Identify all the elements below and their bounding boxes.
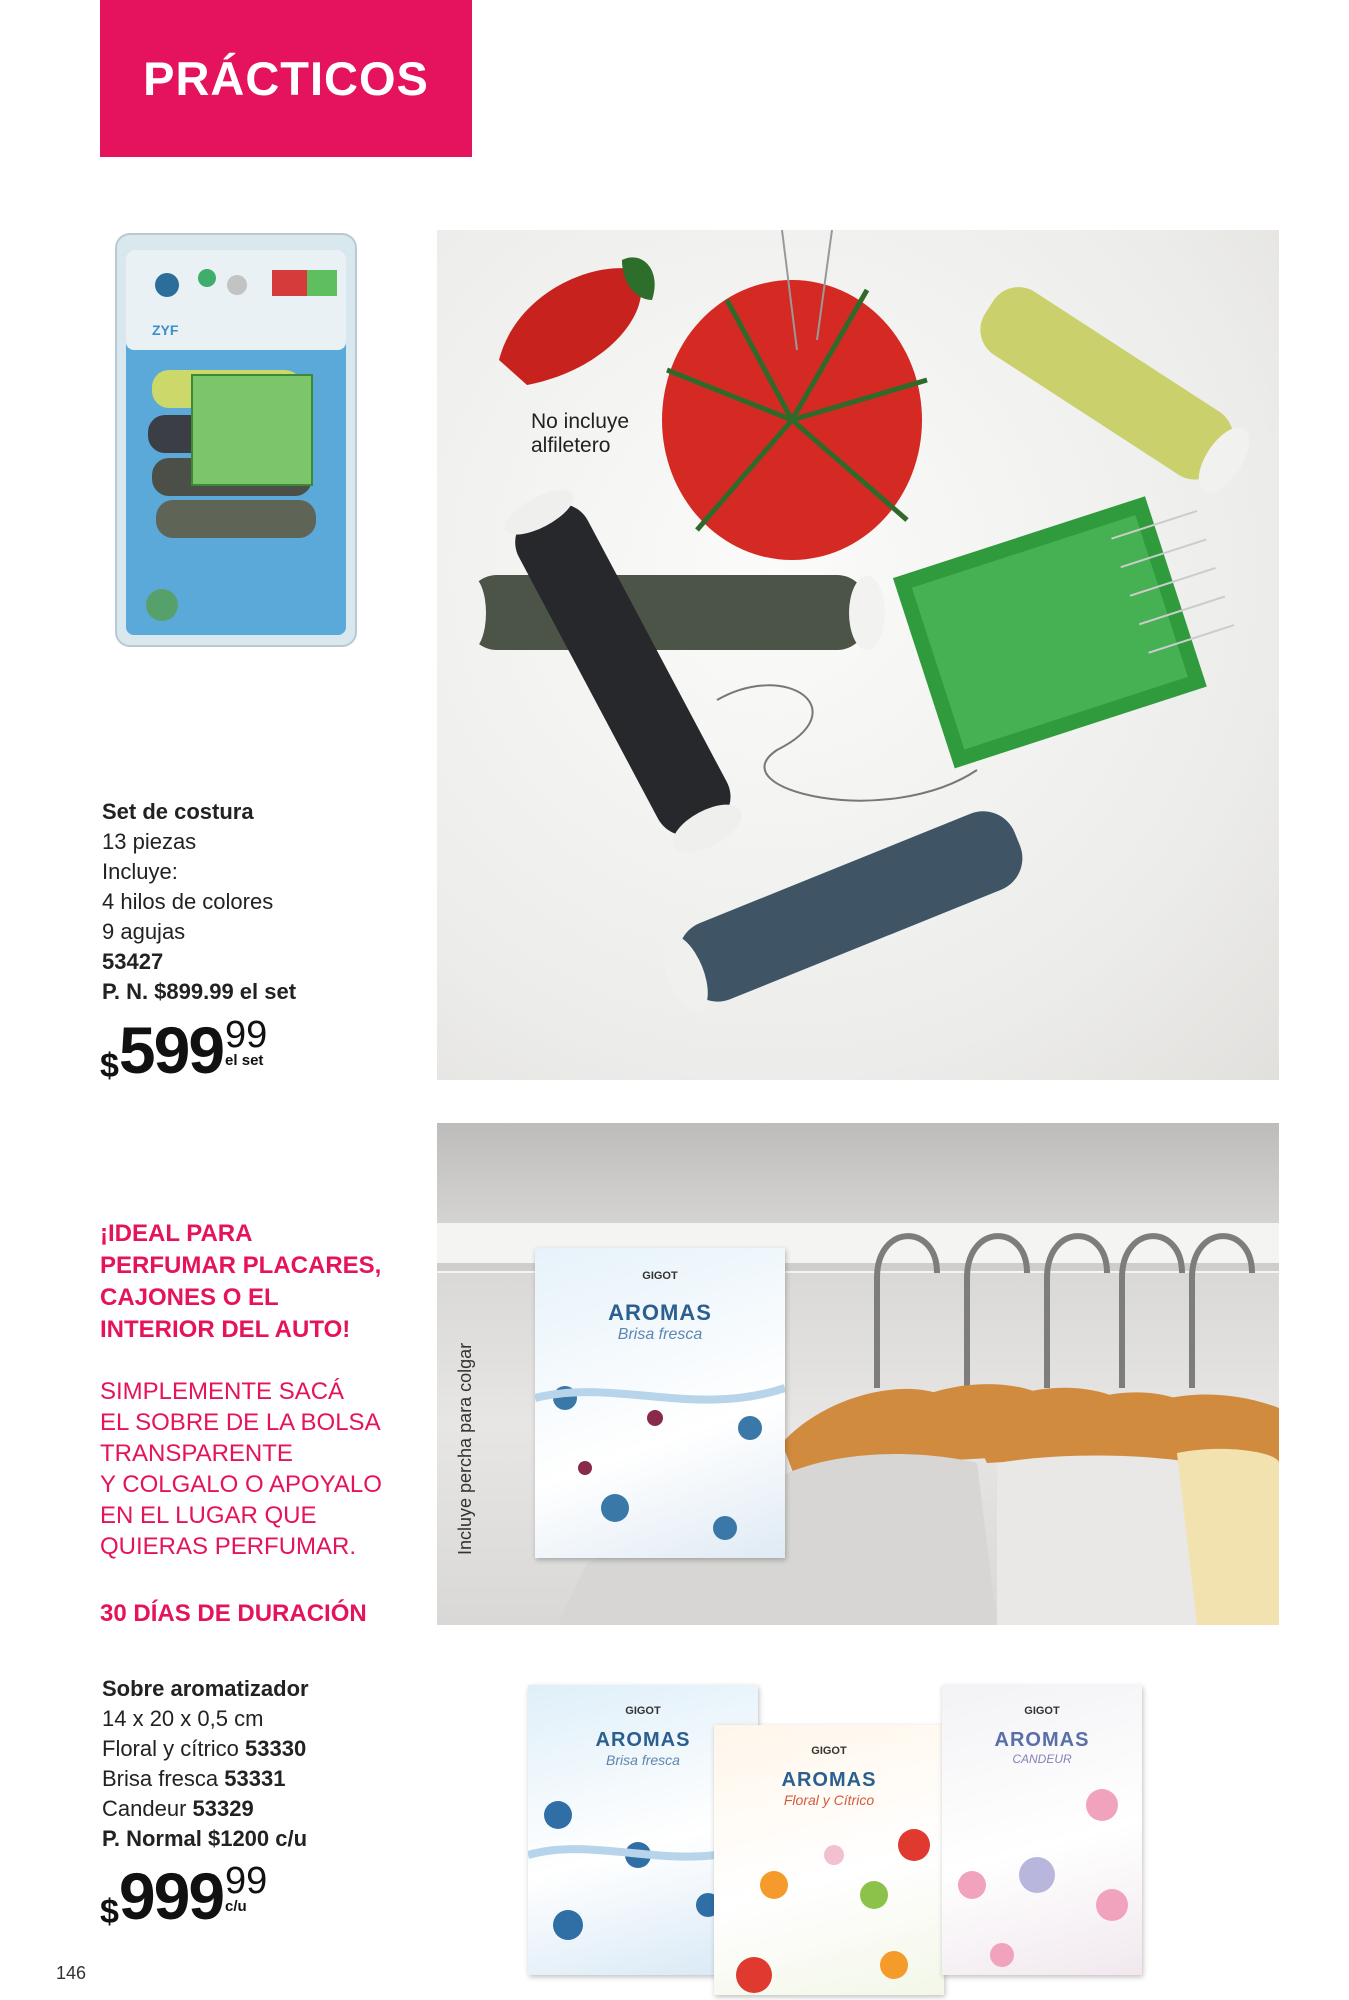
product1-line: 4 hilos de colores — [102, 889, 274, 914]
product2-price — [100, 1859, 268, 1933]
sachet-subtitle: Brisa fresca — [617, 1326, 703, 1343]
sachet-floral-citrico — [714, 1725, 944, 1995]
product1-line: Incluye: — [102, 859, 178, 884]
price-currency: $ — [100, 1047, 119, 1085]
variant-code: 53331 — [224, 1766, 286, 1791]
headline-line: INTERIOR DEL AUTO! — [100, 1316, 351, 1343]
price-decimals: 99 — [225, 1860, 268, 1902]
sewing-set-photo — [437, 230, 1279, 1080]
section-header — [100, 0, 472, 157]
sachet-title: AROMAS — [595, 1729, 691, 1751]
product2-size: 14 x 20 x 0,5 cm — [102, 1706, 264, 1731]
product2-instructions — [100, 1376, 440, 1562]
sachet-candeur — [942, 1685, 1142, 1975]
product2-regular-price: P. Normal $1200 c/u — [102, 1826, 308, 1851]
sachet-brand: GIGOT — [1024, 1705, 1060, 1717]
instruction-line: EL SOBRE DE LA BOLSA — [100, 1409, 381, 1436]
instruction-line: TRANSPARENTE — [100, 1440, 293, 1467]
variant-code: 53330 — [245, 1736, 307, 1761]
product2-description — [102, 1674, 432, 1854]
variant-row — [102, 1764, 432, 1794]
sachet-title: AROMAS — [781, 1769, 877, 1791]
sachet-subtitle: Brisa fresca — [606, 1752, 680, 1768]
section-title: PRÁCTICOS — [143, 52, 429, 105]
sachet-brand: GIGOT — [642, 1270, 678, 1282]
product1-description — [102, 797, 432, 1007]
sachet-brand: GIGOT — [811, 1745, 847, 1757]
photo-note — [531, 410, 629, 458]
price-decimals: 99 — [225, 1014, 268, 1056]
variant-row — [102, 1794, 432, 1824]
sachet-title: AROMAS — [994, 1729, 1090, 1751]
package-brand-text: ZYF — [152, 322, 179, 338]
product1-line: 13 piezas — [102, 829, 197, 854]
price-unit: el set — [225, 1052, 264, 1069]
hanger-note: Incluye percha para colgar — [455, 1342, 475, 1555]
hanging-sachet — [535, 1248, 785, 1558]
sachet-subtitle: Floral y Cítrico — [783, 1792, 875, 1808]
instruction-line: Y COLGALO O APOYALO — [100, 1471, 382, 1498]
product1-line: 9 agujas — [102, 919, 186, 944]
product2-headline — [100, 1218, 440, 1346]
sachet-subtitle: CANDEUR — [1012, 1752, 1072, 1766]
product1-name: Set de costura — [102, 799, 254, 824]
price-integer: 599 — [118, 1013, 224, 1087]
headline-line: PERFUMAR PLACARES, — [100, 1252, 382, 1279]
product1-price — [100, 1013, 268, 1087]
duration-text: 30 DÍAS DE DURACIÓN — [100, 1600, 367, 1627]
price-unit: c/u — [225, 1898, 247, 1915]
variant-code: 53329 — [192, 1796, 254, 1821]
product1-regular-price: P. N. $899.99 el set — [102, 979, 297, 1004]
headline-line: ¡IDEAL PARA — [100, 1220, 253, 1247]
variant-label: Brisa fresca — [102, 1766, 219, 1791]
instruction-line: EN EL LUGAR QUE — [100, 1502, 317, 1529]
sewing-kit-package — [112, 230, 360, 650]
photo-note-line: alfiletero — [531, 434, 611, 457]
sachet-title: AROMAS — [608, 1300, 712, 1325]
page-number: 146 — [56, 1963, 87, 1983]
variant-label: Floral y cítrico — [102, 1736, 239, 1761]
closet-photo — [437, 1123, 1279, 1625]
headline-line: CAJONES O EL — [100, 1284, 279, 1311]
sachet-brand: GIGOT — [625, 1705, 661, 1717]
instruction-line: SIMPLEMENTE SACÁ — [100, 1378, 345, 1405]
photo-note-line: No incluye — [531, 410, 630, 433]
price-integer: 999 — [118, 1859, 224, 1933]
variant-row — [102, 1734, 432, 1764]
instruction-line: QUIERAS PERFUMAR. — [100, 1533, 357, 1560]
price-currency: $ — [100, 1893, 119, 1931]
variant-label: Candeur — [102, 1796, 187, 1821]
product1-code: 53427 — [102, 949, 164, 974]
product2-name: Sobre aromatizador — [102, 1676, 309, 1701]
